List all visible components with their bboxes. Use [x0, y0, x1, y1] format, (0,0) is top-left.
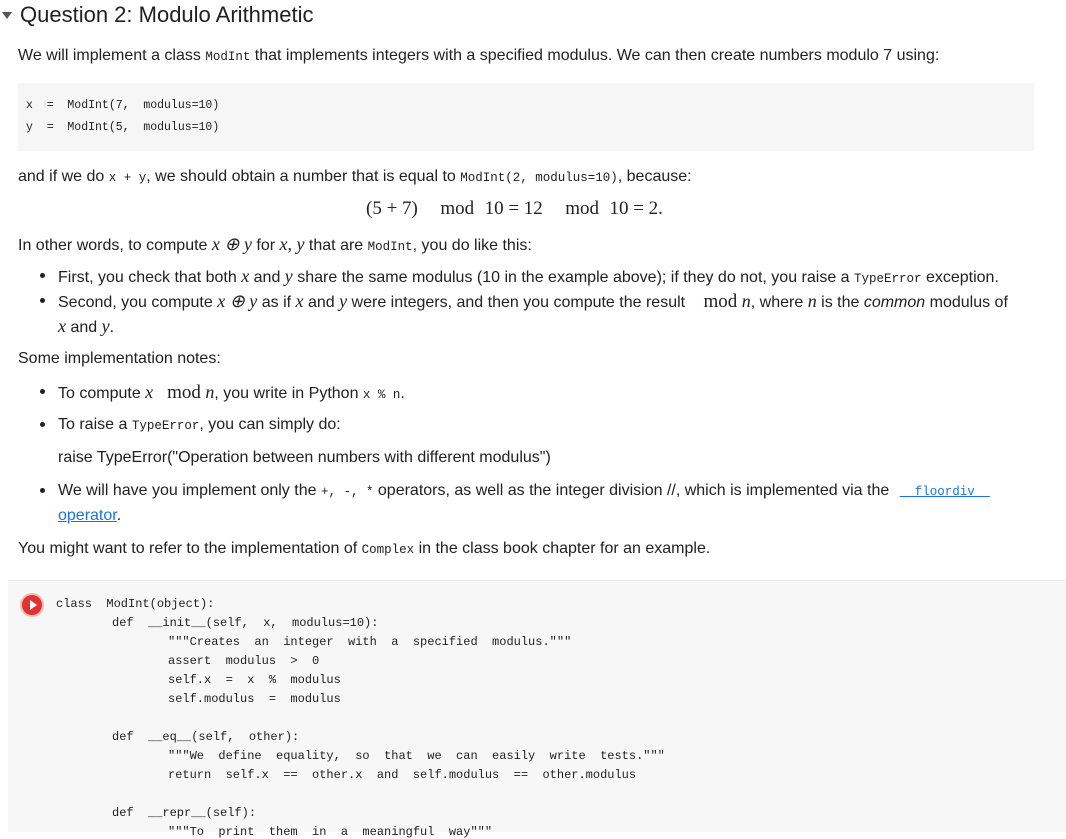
bullet-dot [40, 273, 45, 278]
code-line: def __repr__(self): [112, 806, 257, 820]
bullet-dot [40, 488, 45, 493]
code-line: def __init__(self, x, modulus=10): [112, 616, 379, 630]
collapse-caret-icon[interactable] [2, 12, 12, 19]
list-item: To compute x mod n, you write in Python x % n. [58, 382, 405, 403]
code-cell[interactable] [8, 580, 1066, 839]
bullet-dot [40, 422, 45, 427]
bullet-dot [40, 389, 45, 394]
code-line: def __eq__(self, other): [112, 730, 300, 744]
inline-code: ModInt(2, modulus=10) [460, 171, 618, 185]
section-title: Question 2: Modulo Arithmetic [20, 2, 314, 27]
code-line: class ModInt(object): [56, 597, 215, 611]
list-item-continuation: x and y. [58, 316, 115, 336]
example-code-block [18, 83, 1034, 151]
inline-code: TypeError [854, 272, 922, 286]
inline-code: Complex [361, 543, 415, 557]
section-heading[interactable] [0, 0, 313, 30]
list-item: We will have you implement only the +, -, * operators, as well as the integer division //, which is implemented via the __floordiv__ [58, 482, 990, 499]
code-line: """To print them in a meaningful way""" [168, 825, 493, 839]
code-line: self.x = x % modulus [168, 673, 341, 687]
list-item-continuation: operator. [58, 507, 122, 524]
inline-code: TypeError [131, 419, 200, 433]
complex-paragraph: You might want to refer to the implementation of Complex in the class book chapter for an example. [18, 540, 711, 557]
list-item: Second, you compute x ⊕ y as if x and y were integers, and then you compute the result mod n, where n is the common modulus of [58, 291, 1008, 312]
code-line: x = ModInt(7, modulus=10) [26, 99, 220, 112]
list-item: To raise a TypeError, you can simply do: [58, 416, 341, 433]
code-line: y = ModInt(5, modulus=10) [26, 121, 220, 134]
other-words-paragraph: In other words, to compute x ⊕ y for x, y that are ModInt, you do like this: [18, 234, 532, 254]
code-line: self.modulus = modulus [168, 692, 341, 706]
equation: (5 + 7) mod 10 = 12 mod 10 = 2. [366, 198, 663, 219]
code-line: assert modulus > 0 [168, 654, 320, 668]
inline-code: x % n [362, 388, 401, 402]
sum-paragraph: and if we do x + y, we should obtain a number that is equal to ModInt(2, modulus=10), because: [18, 168, 692, 185]
inline-code: ModInt [367, 240, 413, 254]
inline-code: ModInt [205, 50, 251, 64]
code-line: """Creates an integer with a specified modulus.""" [168, 635, 572, 649]
list-item: First, you check that both x and y share the same modulus (10 in the example above); if they do not, you raise a TypeError exception. [58, 266, 999, 286]
run-cell-button[interactable] [22, 595, 42, 615]
raise-example-line: raise TypeError("Operation between numbers with different modulus") [58, 449, 551, 466]
notes-title: Some implementation notes: [18, 350, 221, 367]
code-line: return self.x == other.x and self.modulus == other.modulus [168, 768, 637, 782]
code-line: """We define equality, so that we can easily write tests.""" [168, 749, 665, 763]
inline-code: x + y [108, 171, 147, 185]
floordiv-link[interactable]: __floordiv__ [899, 485, 990, 499]
intro-paragraph: We will implement a class ModInt that implements integers with a specified modulus. We can then create numbers modulo 7 using: [18, 47, 940, 64]
bullet-dot [40, 298, 45, 303]
operator-link[interactable]: operator [58, 507, 117, 524]
